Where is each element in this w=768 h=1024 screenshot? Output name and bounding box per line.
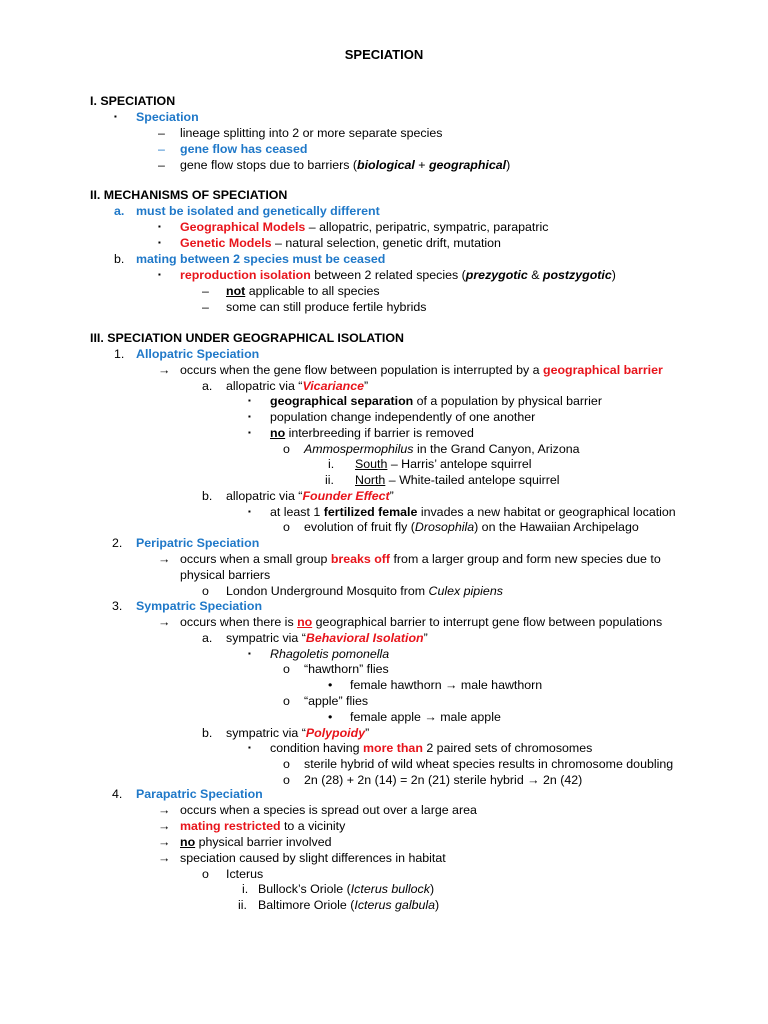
text-run: evolution of fruit fly ( — [304, 520, 415, 534]
outline-item — [180, 834, 332, 850]
text-run: Geographical Models — [180, 220, 306, 234]
outline-item — [180, 125, 442, 141]
text-run: not — [226, 284, 246, 298]
outline-item — [258, 897, 439, 913]
outline-item — [304, 693, 368, 709]
text-run: – allopatric, peripatric, sympatric, parapatric — [305, 220, 549, 234]
text-run: Vicariance — [302, 379, 364, 393]
list-marker: → — [158, 615, 171, 629]
text-run: geographical barrier — [543, 363, 663, 377]
text-run: geographical separation — [270, 394, 414, 408]
text-run: sterile hybrid of wild wheat species results in chromosome doubling — [304, 757, 674, 771]
outline-item — [350, 677, 542, 693]
text-run: sympatric via “ — [226, 631, 306, 645]
text-run: ) — [611, 268, 616, 282]
outline-item — [355, 472, 560, 488]
outline-item — [180, 802, 477, 818]
text-run: of a population by physical barrier — [413, 394, 602, 408]
text-run: – Harris’ antelope squirrel — [387, 457, 532, 471]
list-marker: • — [328, 678, 333, 692]
outline-item — [350, 709, 501, 725]
outline-item — [136, 598, 262, 614]
text-run: Founder Effect — [302, 489, 390, 503]
outline-item — [304, 661, 389, 677]
list-marker: ▪ — [248, 412, 251, 421]
list-marker: ▪ — [158, 238, 161, 247]
text-run: fertilized female — [323, 505, 418, 519]
outline-item — [226, 283, 380, 299]
page-title: SPECIATION — [344, 47, 424, 62]
outline-item — [226, 630, 428, 646]
text-run: at least 1 — [270, 505, 324, 519]
list-marker: o — [283, 520, 290, 534]
list-marker: • — [328, 710, 333, 724]
list-marker: ▪ — [248, 743, 251, 752]
text-run: occurs when a species is spread out over a large area — [180, 803, 477, 817]
list-marker: → — [158, 851, 171, 865]
outline-item — [270, 425, 474, 441]
outline-item — [270, 646, 389, 662]
text-run: ) — [429, 882, 435, 896]
list-marker: ▪ — [114, 112, 117, 121]
outline-item — [270, 504, 676, 520]
text-run: sympatric via “ — [226, 726, 306, 740]
outline-item — [180, 219, 548, 235]
text-run: I. SPECIATION — [90, 94, 176, 108]
text-run: Peripatric Speciation — [136, 536, 260, 550]
list-marker: ii. — [325, 473, 334, 487]
text-run: Culex pipiens — [428, 584, 503, 598]
text-run: no — [297, 615, 313, 629]
text-run: – natural selection, genetic drift, mutation — [271, 236, 501, 250]
text-run: Icterus — [226, 867, 264, 881]
text-run: Drosophila — [414, 520, 475, 534]
text-run: II. MECHANISMS OF SPECIATION — [90, 188, 288, 202]
text-run: breaks off — [330, 552, 391, 566]
text-run: Icterus galbula — [354, 898, 435, 912]
text-run: III. SPECIATION UNDER GEOGRAPHICAL ISOLATION — [90, 331, 404, 345]
text-run: allopatric via “ — [226, 489, 303, 503]
outline-item — [180, 614, 662, 630]
list-marker: i. — [242, 882, 249, 896]
outline-item — [270, 409, 535, 425]
text-run: speciation caused by slight differences in habitat — [180, 851, 446, 865]
text-run: occurs when there is — [180, 615, 298, 629]
outline-item — [226, 488, 394, 504]
outline-item — [136, 535, 259, 551]
text-run: no — [270, 426, 286, 440]
list-marker: – — [158, 142, 165, 156]
text-run: Rhagoletis pomonella — [270, 647, 390, 661]
outline-item — [180, 551, 661, 567]
text-run: 2n (28) + 2n (14) = 2n (21) sterile hybrid → 2n (42) — [304, 773, 583, 787]
text-run: in the Grand Canyon, Arizona — [413, 442, 580, 456]
list-marker: o — [283, 694, 290, 708]
text-run: ” — [389, 489, 394, 503]
list-marker: a. — [202, 379, 213, 393]
text-run: prezygotic — [465, 268, 528, 282]
list-marker: 2. — [112, 536, 123, 550]
outline-item — [180, 850, 446, 866]
list-marker: ii. — [238, 898, 247, 912]
text-run: ” — [363, 379, 369, 393]
section-heading — [90, 330, 404, 346]
list-marker: b. — [202, 489, 213, 503]
text-run: occurs when the gene flow between population is interrupted by a — [180, 363, 544, 377]
outline-item — [304, 441, 580, 457]
list-marker: o — [283, 757, 290, 771]
text-run: – White-tailed antelope squirrel — [385, 473, 560, 487]
list-marker: o — [202, 584, 209, 598]
outline-item — [180, 141, 307, 157]
text-run: ” — [365, 726, 370, 740]
text-run: Bullock’s Oriole ( — [258, 882, 351, 896]
text-run: gene flow stops due to barriers ( — [180, 158, 358, 172]
outline-item — [136, 109, 199, 125]
text-run: & — [527, 268, 543, 282]
text-run: physical barriers — [180, 568, 271, 582]
text-run: ) on the Hawaiian Archipelago — [474, 520, 639, 534]
list-marker: → — [158, 803, 171, 817]
text-run: reproduction isolation — [180, 268, 311, 282]
text-run: ) — [506, 158, 511, 172]
list-marker: i. — [328, 457, 335, 471]
list-marker: 4. — [112, 787, 123, 801]
text-run: 2 paired sets of chromosomes — [422, 741, 593, 755]
text-run: allopatric via “ — [226, 379, 303, 393]
list-marker: ▪ — [248, 507, 251, 516]
list-marker: ▪ — [248, 428, 251, 437]
text-run: Ammospermophilus — [304, 442, 414, 456]
text-run: interbreeding if barrier is removed — [285, 426, 474, 440]
section-heading — [90, 93, 175, 109]
outline-item — [304, 756, 673, 772]
text-run: from a larger group and form new species due to — [390, 552, 661, 566]
list-marker: – — [158, 158, 165, 172]
list-marker: → — [158, 835, 171, 849]
text-run: Allopatric Speciation — [136, 347, 260, 361]
text-run: applicable to all species — [245, 284, 380, 298]
outline-item — [180, 567, 270, 583]
text-run: London Underground Mosquito from — [226, 584, 429, 598]
list-marker: – — [202, 300, 209, 314]
text-run: Sympatric Speciation — [136, 599, 263, 613]
outline-item — [180, 235, 501, 251]
text-run: population change independently of one another — [270, 410, 536, 424]
list-marker: 3. — [112, 599, 123, 613]
list-marker: a. — [114, 204, 125, 218]
outline-item — [270, 740, 592, 756]
list-marker: o — [283, 773, 290, 787]
text-run: North — [355, 473, 386, 487]
list-marker: o — [283, 662, 290, 676]
text-run: physical barrier involved — [195, 835, 332, 849]
outline-item — [180, 157, 510, 173]
list-marker: a. — [202, 631, 213, 645]
text-run: lineage splitting into 2 or more separate species — [180, 126, 443, 140]
text-run: Baltimore Oriole ( — [258, 898, 355, 912]
text-run: some can still produce fertile hybrids — [226, 300, 427, 314]
text-run: postzygotic — [542, 268, 612, 282]
list-marker: – — [158, 126, 165, 140]
list-marker: → — [158, 819, 171, 833]
text-run: geographical barrier to interrupt gene flow between populations — [312, 615, 663, 629]
text-run: female hawthorn → male hawthorn — [350, 678, 543, 692]
text-run: “apple” flies — [304, 694, 369, 708]
text-run: Behavioral Isolation — [305, 631, 424, 645]
list-marker: ▪ — [158, 270, 161, 279]
text-run: no — [180, 835, 196, 849]
text-run: Speciation — [136, 110, 199, 124]
list-marker: – — [202, 284, 209, 298]
outline-item — [304, 519, 639, 535]
list-marker: ▪ — [248, 649, 251, 658]
outline-item — [136, 251, 385, 267]
list-marker: 1. — [114, 347, 125, 361]
outline-item — [136, 203, 380, 219]
outline-item — [136, 346, 259, 362]
text-run: condition having — [270, 741, 363, 755]
text-run: Polypoidy — [305, 726, 366, 740]
list-marker: ▪ — [248, 396, 251, 405]
text-run: occurs when a small group — [180, 552, 331, 566]
outline-item — [226, 299, 426, 315]
text-run: gene flow has ceased — [180, 142, 308, 156]
text-run: ” — [423, 631, 428, 645]
text-run: Parapatric Speciation — [136, 787, 263, 801]
outline-item — [226, 378, 368, 394]
outline-item — [226, 725, 369, 741]
outline-item — [180, 267, 616, 283]
list-marker: o — [283, 442, 290, 456]
outline-item — [226, 866, 263, 882]
text-run: invades a new habitat or geographical location — [417, 505, 676, 519]
list-marker: → — [158, 552, 171, 566]
text-run: South — [355, 457, 388, 471]
section-heading — [90, 187, 287, 203]
text-run: more than — [363, 741, 423, 755]
text-run: biological — [357, 158, 415, 172]
list-marker: ▪ — [158, 222, 161, 231]
text-run: must be isolated and genetically different — [136, 204, 380, 218]
text-run: geographical — [428, 158, 507, 172]
outline-item — [258, 881, 434, 897]
list-marker: b. — [202, 726, 213, 740]
list-marker: → — [158, 363, 171, 377]
outline-item — [136, 786, 263, 802]
text-run: + — [414, 158, 429, 172]
list-marker: o — [202, 867, 209, 881]
text-run: “hawthorn” flies — [304, 662, 389, 676]
outline-item — [180, 362, 663, 378]
outline-item — [304, 772, 582, 788]
outline-item — [270, 393, 602, 409]
list-marker: b. — [114, 252, 125, 266]
text-run: mating between 2 species must be ceased — [136, 252, 386, 266]
outline-item — [180, 818, 345, 834]
text-run: ) — [435, 898, 440, 912]
text-run: between 2 related species ( — [310, 268, 466, 282]
text-run: Icterus bullock — [350, 882, 430, 896]
text-run: Genetic Models — [180, 236, 272, 250]
text-run: mating restricted — [180, 819, 281, 833]
text-run: to a vicinity — [280, 819, 346, 833]
text-run: female apple → male apple — [350, 710, 501, 724]
outline-item — [355, 456, 532, 472]
outline-item — [226, 583, 503, 599]
